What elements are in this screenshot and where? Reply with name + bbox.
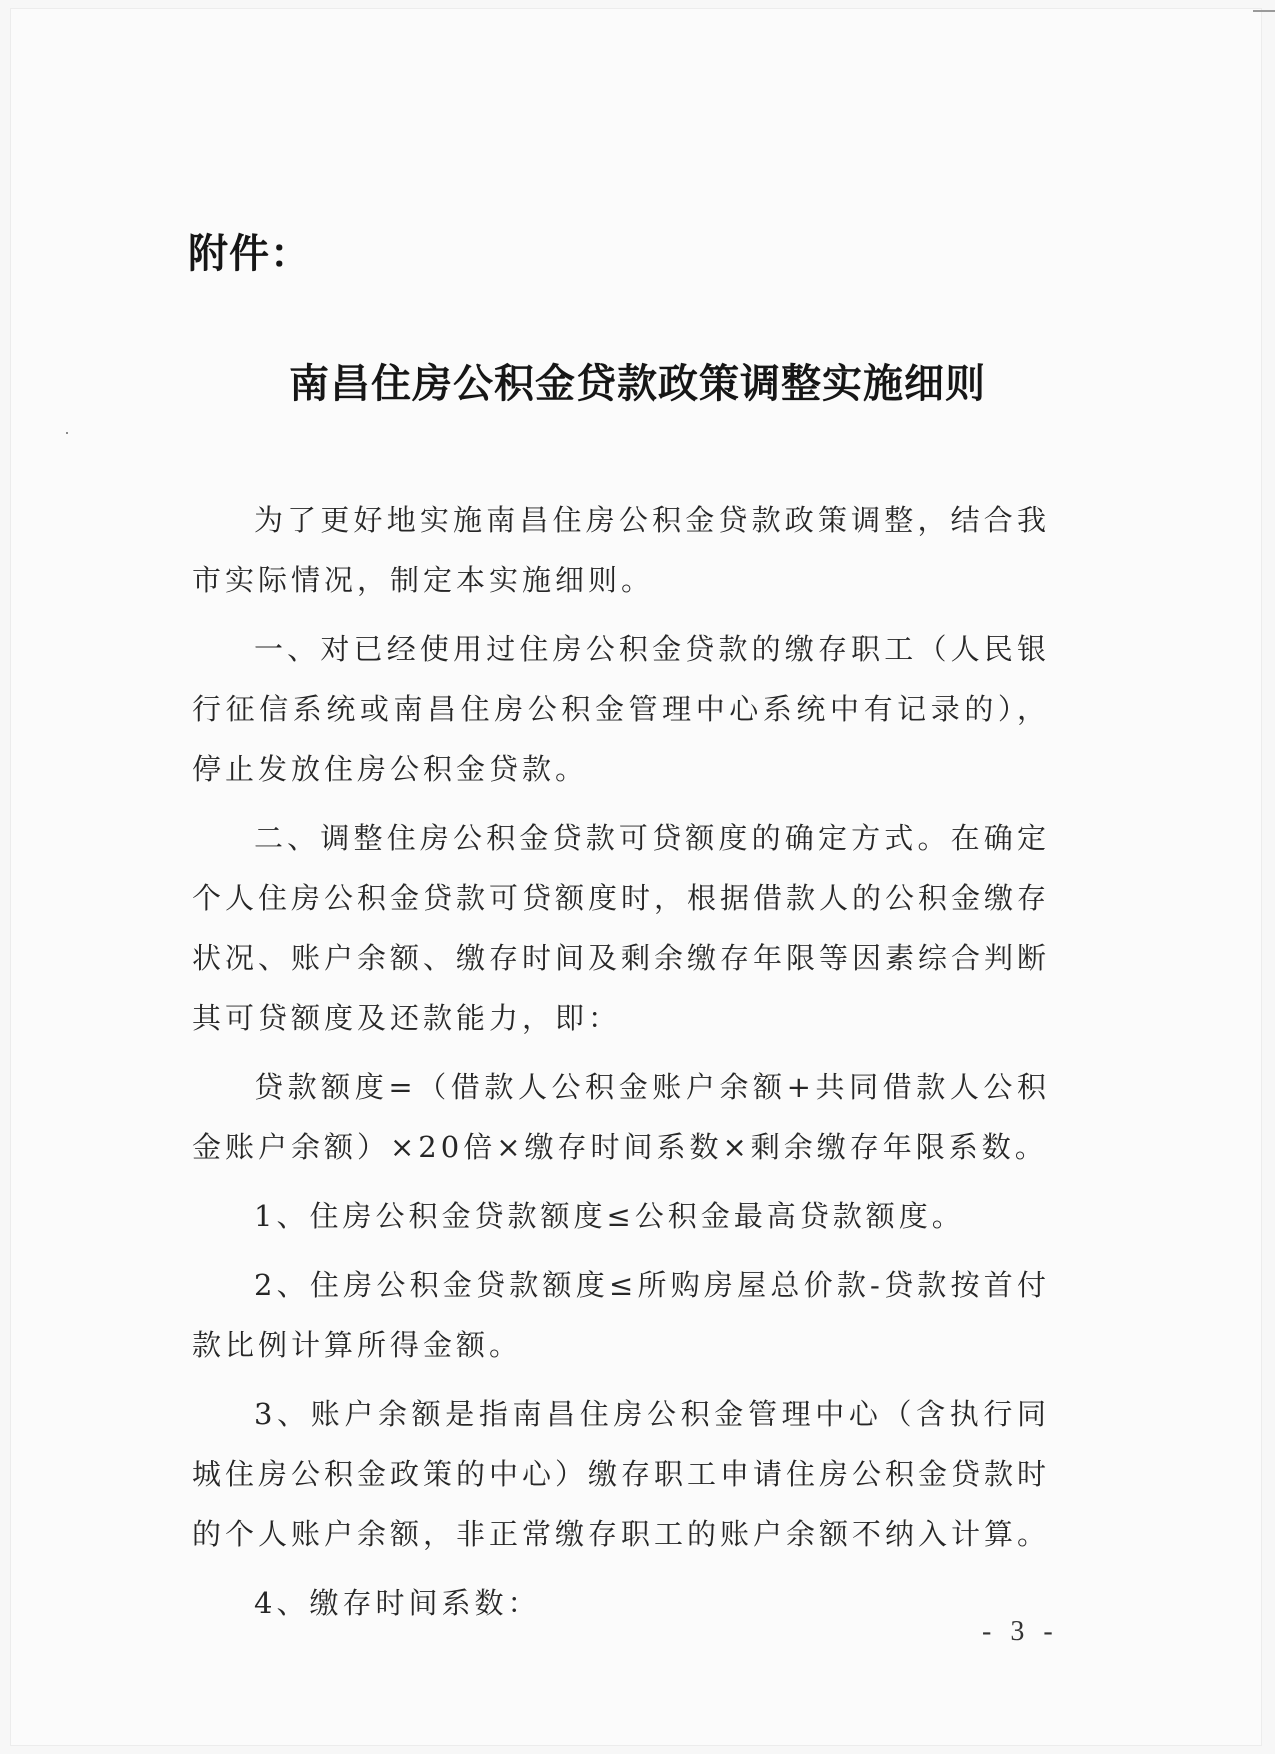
paragraph-intro: 为了更好地实施南昌住房公积金贷款政策调整，结合我市实际情况，制定本实施细则。 [192, 503, 1050, 597]
paragraph-formula: 贷款额度=（借款人公积金账户余额+共同借款人公积金账户余额）×20倍×缴存时间系数×剩余缴存年限系数。 [192, 1070, 1050, 1164]
document-body [192, 490, 1050, 1642]
paragraph-item-1: 1、住房公积金贷款额度≤公积金最高贷款额度。 [254, 1199, 965, 1233]
paragraph-section-2: 二、调整住房公积金贷款可贷额度的确定方式。在确定个人住房公积金贷款可贷额度时，根据借款人的公积金缴存状况、账户余额、缴存时间及剩余缴存年限等因素综合判断其可贷额度及还款能力，即： [192, 821, 1051, 1035]
paragraph-item-4: 4、缴存时间系数： [254, 1586, 541, 1620]
paragraph-item-3: 3、账户余额是指南昌住房公积金管理中心（含执行同城住房公积金政策的中心）缴存职工申请住房公积金贷款时的个人账户余额，非正常缴存职工的账户余额不纳入计算。 [192, 1397, 1051, 1551]
page-number: - 3 - [982, 1616, 1059, 1647]
paragraph-section-1: 一、对已经使用过住房公积金贷款的缴存职工（人民银行征信系统或南昌住房公积金管理中心系统中有记录的），停止发放住房公积金贷款。 [192, 632, 1050, 786]
document-title: 南昌住房公积金贷款政策调整实施细则 [289, 361, 986, 407]
attachment-label: 附件： [188, 231, 311, 277]
paragraph-item-2: 2、住房公积金贷款额度≤所购房屋总价款-贷款按首付款比例计算所得金额。 [192, 1268, 1050, 1362]
scan-edge-mark [1253, 10, 1275, 12]
scan-speck [66, 432, 68, 434]
